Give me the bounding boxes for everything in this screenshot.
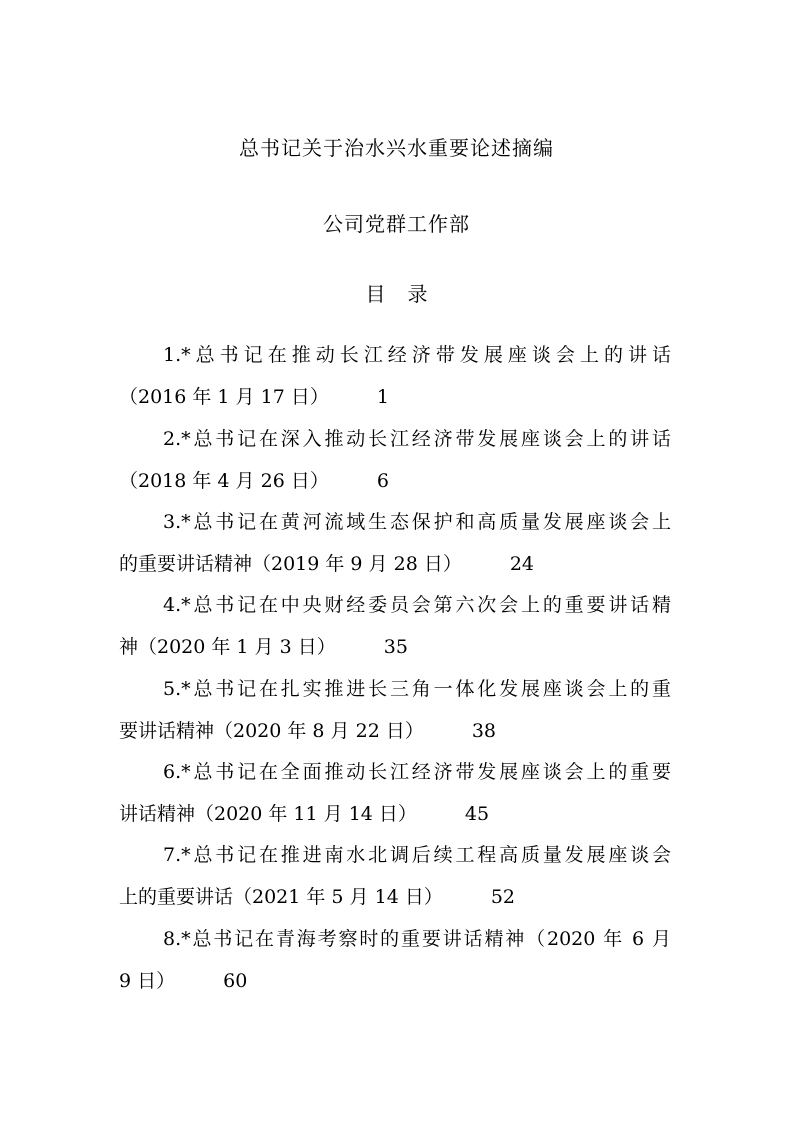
document-organization: 公司党群工作部 [323, 212, 470, 236]
toc-entry-date: （2018 年 4 月 26 日） 6 [119, 470, 389, 492]
toc-entry-title: 6.*总书记在全面推动长江经济带发展座谈会上的重要 [163, 761, 671, 783]
toc-entry-page: 45 [464, 803, 490, 825]
toc-entry-date: 讲话精神（2020 年 11 月 14 日） 45 [119, 803, 490, 825]
toc-entry-date: 的重要讲话精神（2019 年 9 月 28 日） 24 [119, 553, 535, 575]
toc-entry-title: 5.*总书记在扎实推进长三角一体化发展座谈会上的重 [163, 678, 671, 700]
toc-entry-page: 52 [490, 886, 516, 908]
toc-entry-title: 8.*总书记在青海考察时的重要讲话精神（2020 年 6 月 [163, 928, 671, 950]
toc-entry-date: 神（2020 年 1 月 3 日） 35 [119, 636, 408, 658]
toc-entry-page: 38 [471, 720, 497, 742]
toc-entry-date: （2016 年 1 月 17 日） 1 [119, 386, 389, 408]
toc-entry-date: 上的重要讲话（2021 年 5 月 14 日） 52 [119, 886, 516, 908]
toc-heading [0, 278, 793, 307]
toc-entry-page: 1 [376, 386, 389, 408]
toc-entry-title: 4.*总书记在中央财经委员会第六次会上的重要讲话精 [163, 594, 671, 616]
document-title: 总书记关于治水兴水重要论述摘编 [239, 136, 554, 160]
toc-entry-page: 60 [223, 970, 248, 992]
toc-entry-title: 7.*总书记在推进南水北调后续工程高质量发展座谈会 [163, 844, 671, 866]
toc-heading-char-2: 录 [407, 282, 428, 306]
toc-entry-page: 6 [376, 470, 389, 492]
toc-entry-title: 1.*总书记在推动长江经济带发展座谈会上的讲话 [163, 344, 671, 366]
toc-heading-char-1: 目 [365, 282, 386, 306]
toc-entry-title: 3.*总书记在黄河流域生态保护和高质量发展座谈会上 [163, 511, 671, 533]
toc-entry-date: 要讲话精神（2020 年 8 月 22 日） 38 [119, 720, 497, 742]
toc-entry-title: 2.*总书记在深入推动长江经济带发展座谈会上的讲话 [163, 428, 671, 450]
toc-entry-date: 9 日） 60 [119, 970, 248, 992]
toc-entry-page: 24 [509, 553, 535, 575]
toc-entry-page: 35 [383, 636, 408, 658]
